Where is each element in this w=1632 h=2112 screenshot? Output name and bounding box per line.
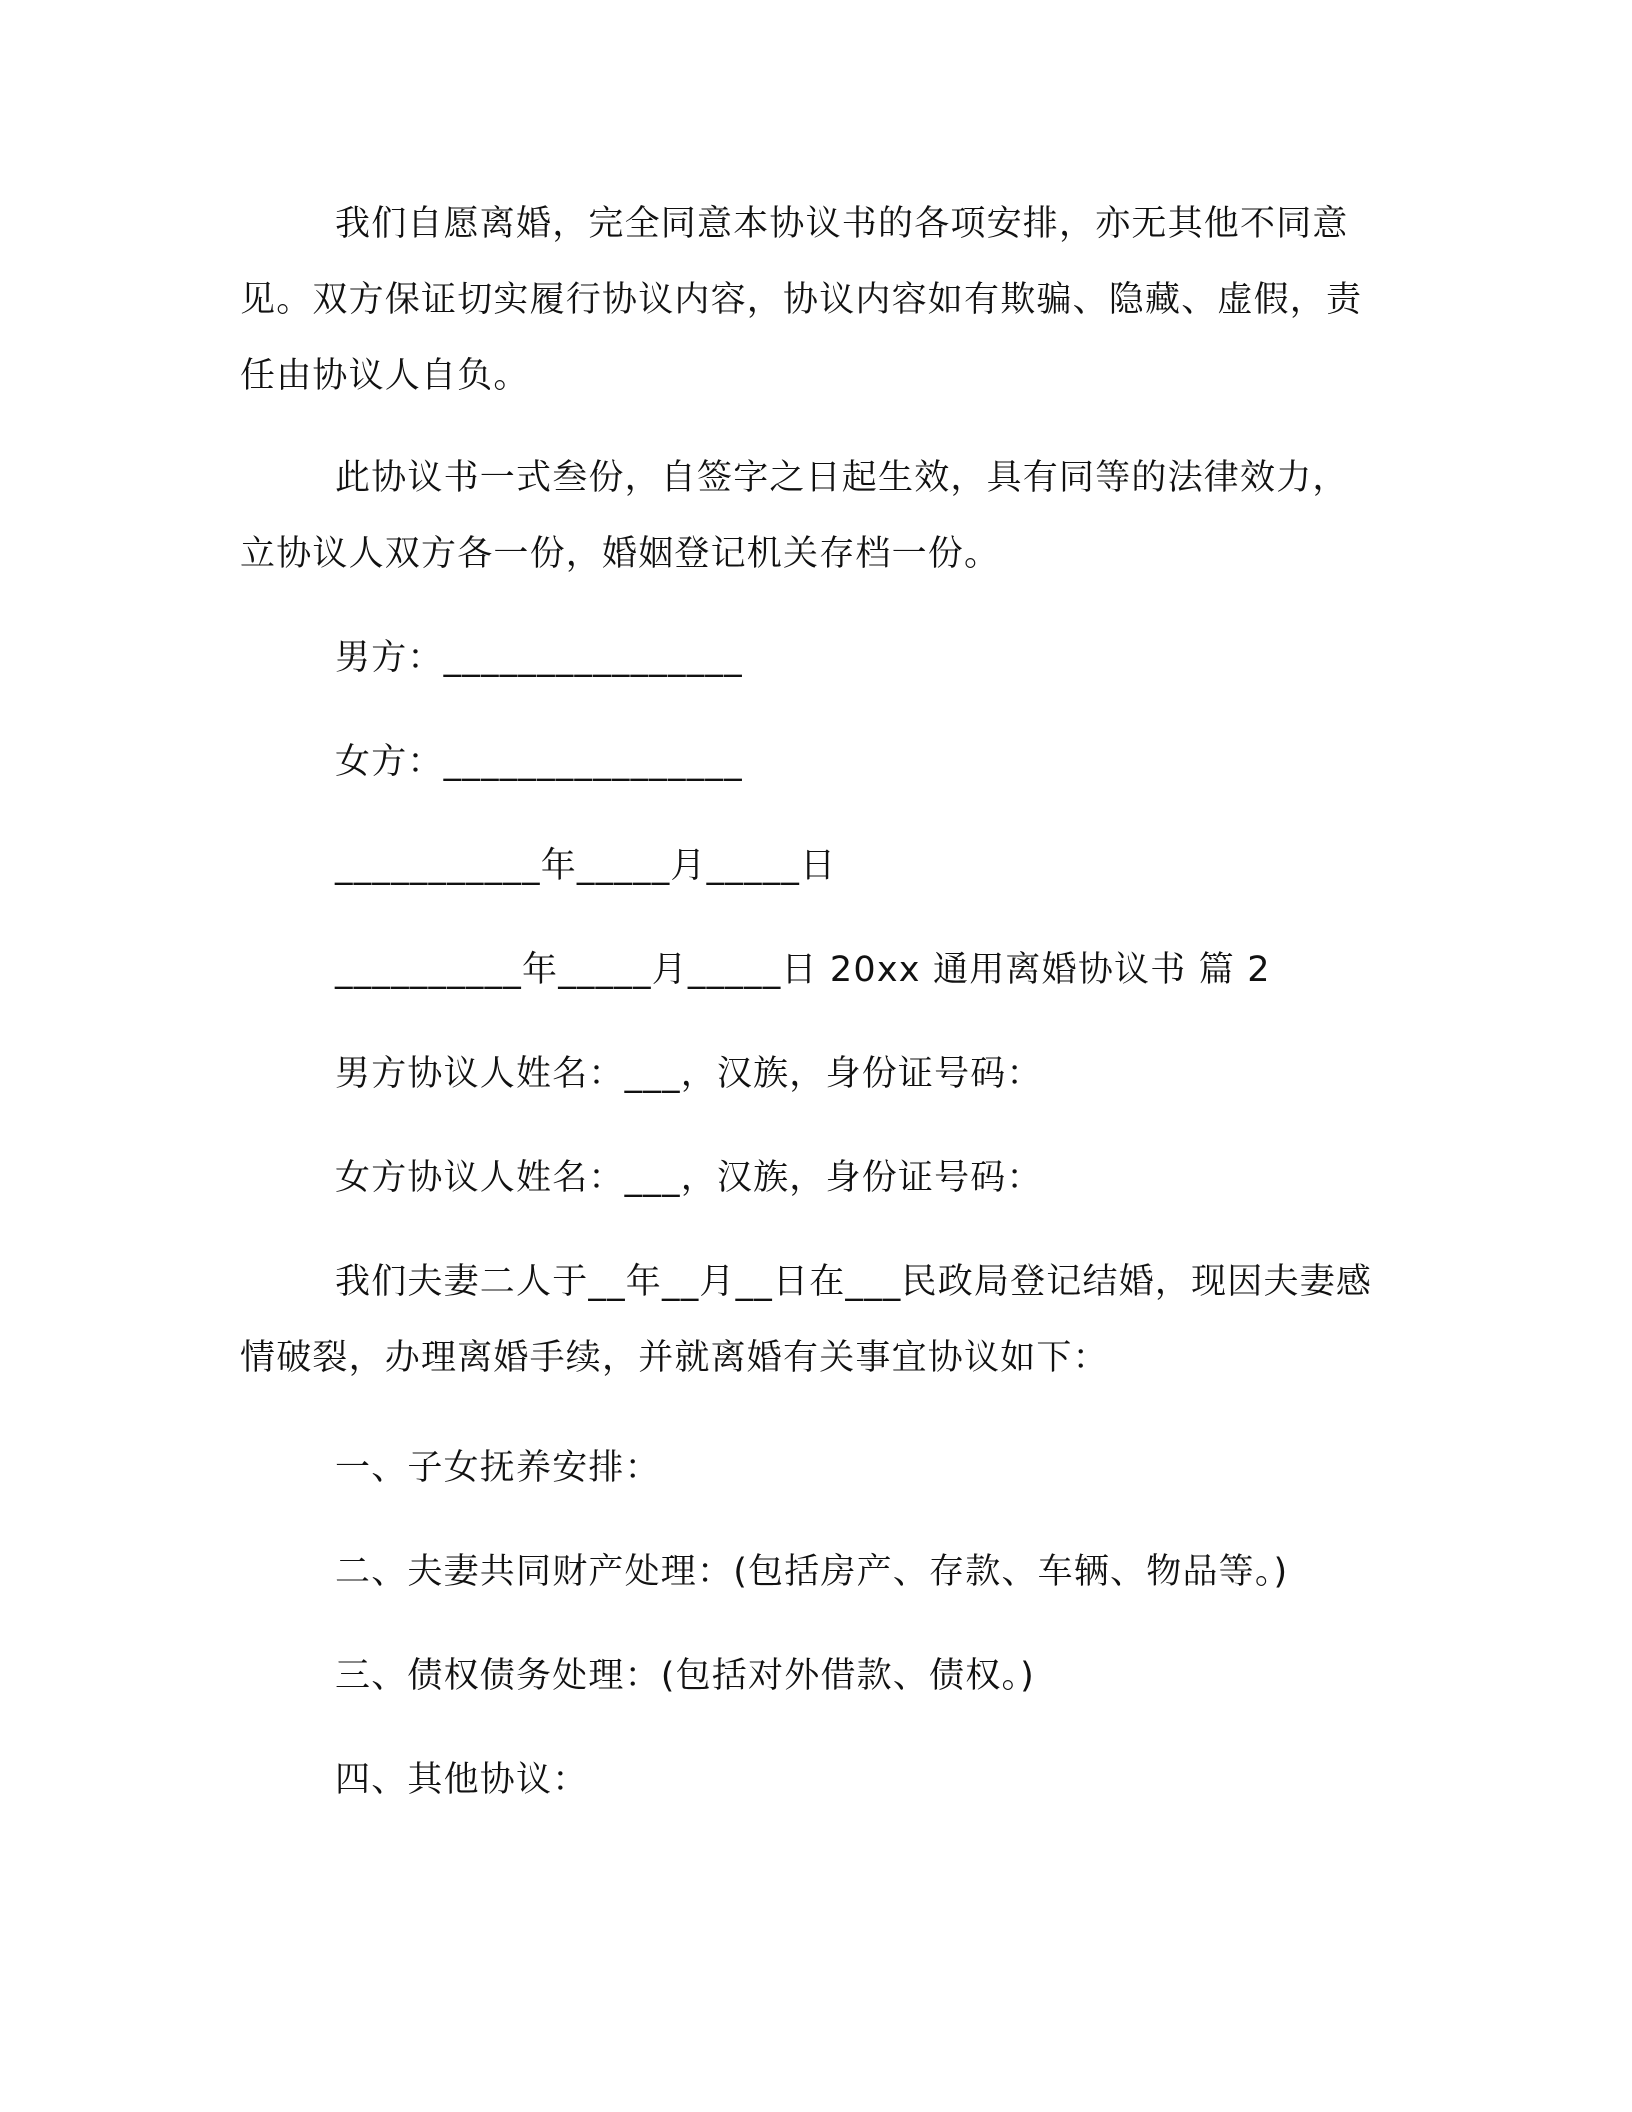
paragraph-copies-validity: 此协议书一式叁份，自签字之日起生效，具有同等的法律效力，立协议人双方各一份，婚姻登记机关存档一份。	[240, 458, 1349, 574]
signature-female: 女方：________________	[335, 742, 743, 782]
party-male: 男方协议人姓名：___，汉族，身份证号码：	[335, 1054, 1043, 1094]
paragraph-voluntary-divorce: 我们自愿离婚，完全同意本协议书的各项安排，亦无其他不同意见。双方保证切实履行协议内容，协议内容如有欺骗、隐藏、虚假，责任由协议人自负。	[240, 204, 1363, 396]
date-line-1: ___________年_____月_____日	[335, 846, 837, 886]
agreement-items	[240, 1430, 1380, 1818]
item-property: 二、夫妻共同财产处理：(包括房产、存款、车辆、物品等。)	[335, 1552, 1289, 1592]
item-other: 四、其他协议：	[335, 1760, 589, 1800]
date-line-2-section-title: __________年_____月_____日 20xx 通用离婚协议书 篇 2	[335, 950, 1271, 990]
signature-male: 男方：________________	[335, 638, 743, 678]
item-child-custody: 一、子女抚养安排：	[335, 1448, 661, 1488]
party-female: 女方协议人姓名：___，汉族，身份证号码：	[335, 1158, 1043, 1198]
item-debts: 三、债权债务处理：(包括对外借款、债权。)	[335, 1656, 1036, 1696]
document-body	[240, 186, 1380, 1818]
paragraph-intro: 我们夫妻二人于__年__月__日在___民政局登记结婚，现因夫妻感情破裂，办理离婚手续，并就离婚有关事宜协议如下：	[240, 1262, 1373, 1378]
